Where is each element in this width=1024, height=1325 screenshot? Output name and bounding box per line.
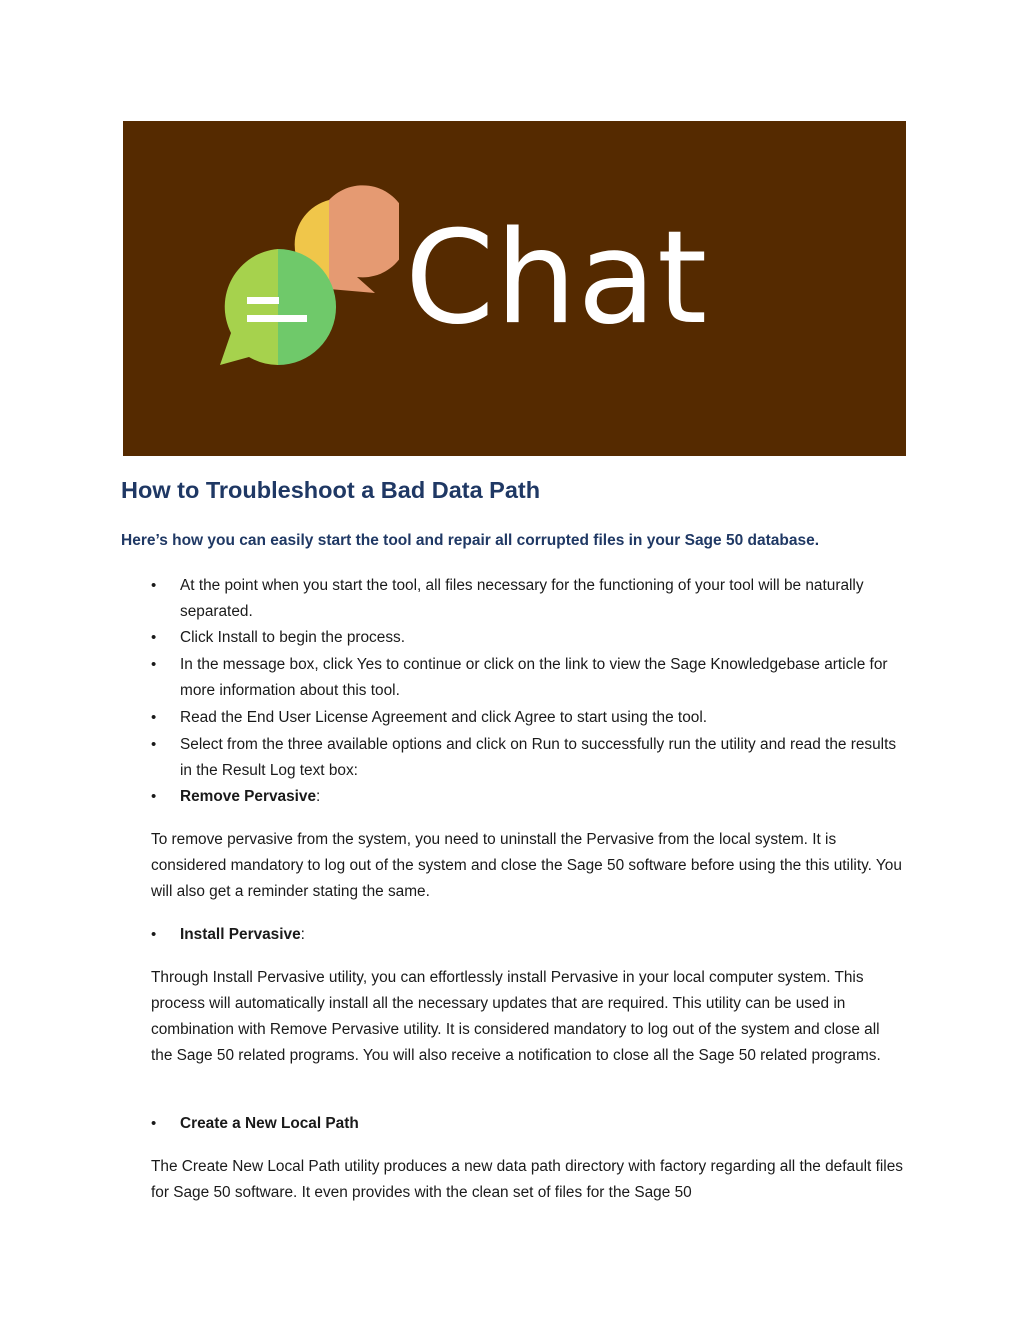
list-item-text: In the message box, click Yes to continue or click on the link to view the Sage Knowledgebase article for more information about this tool.: [180, 656, 888, 699]
option-label: Create a New Local Path: [180, 1115, 359, 1132]
bullet-icon: •: [151, 736, 157, 753]
chat-banner: [123, 121, 906, 456]
option-suffix: :: [316, 788, 321, 805]
bullet-icon: •: [151, 656, 157, 673]
bubble-line-icon: [247, 297, 279, 304]
option-label: Remove Pervasive: [180, 788, 317, 805]
option-label: Install Pervasive: [180, 926, 301, 943]
bullet-icon: •: [151, 709, 157, 726]
page-title: How to Troubleshoot a Bad Data Path: [121, 477, 541, 503]
bullet-icon: •: [151, 1115, 157, 1132]
bullet-icon: •: [151, 577, 157, 594]
option-description: To remove pervasive from the system, you need to uninstall the Pervasive from the local system. It is considered mandatory to log out of the system and close the Sage 50 software before using the this utility. You will also get a reminder stating the same.: [151, 831, 902, 900]
bullet-icon: •: [151, 629, 157, 646]
list-item-text: At the point when you start the tool, all files necessary for the functioning of your tool will be naturally separated.: [180, 577, 864, 620]
bullet-icon: •: [151, 788, 157, 805]
bullet-icon: •: [151, 926, 157, 943]
option-description: Through Install Pervasive utility, you can effortlessly install Pervasive in your local computer system. This process will automatically install all the necessary updates that are required. This utility can be used in combination with Remove Pervasive utility. It is considered mandatory to log out of the system and close all the Sage 50 related programs. You will also receive a notification to close all the Sage 50 related programs.: [151, 969, 881, 1064]
bubble-line-icon: [247, 315, 307, 322]
option-suffix: :: [300, 926, 305, 943]
banner-word: Chat: [405, 204, 709, 353]
intro-text: Here’s how you can easily start the tool and repair all corrupted files in your Sage 50 database.: [121, 532, 820, 549]
list-item-text: Click Install to begin the process.: [180, 629, 405, 646]
option-description: The Create New Local Path utility produces a new data path directory with factory regarding all the default files for Sage 50 software. It even provides with the clean set of files for the Sage 50: [151, 1158, 903, 1201]
list-item-text: Select from the three available options and click on Run to successfully run the utility and read the results in the Result Log text box:: [180, 736, 897, 779]
list-item-text: Read the End User License Agreement and click Agree to start using the tool.: [180, 709, 708, 726]
